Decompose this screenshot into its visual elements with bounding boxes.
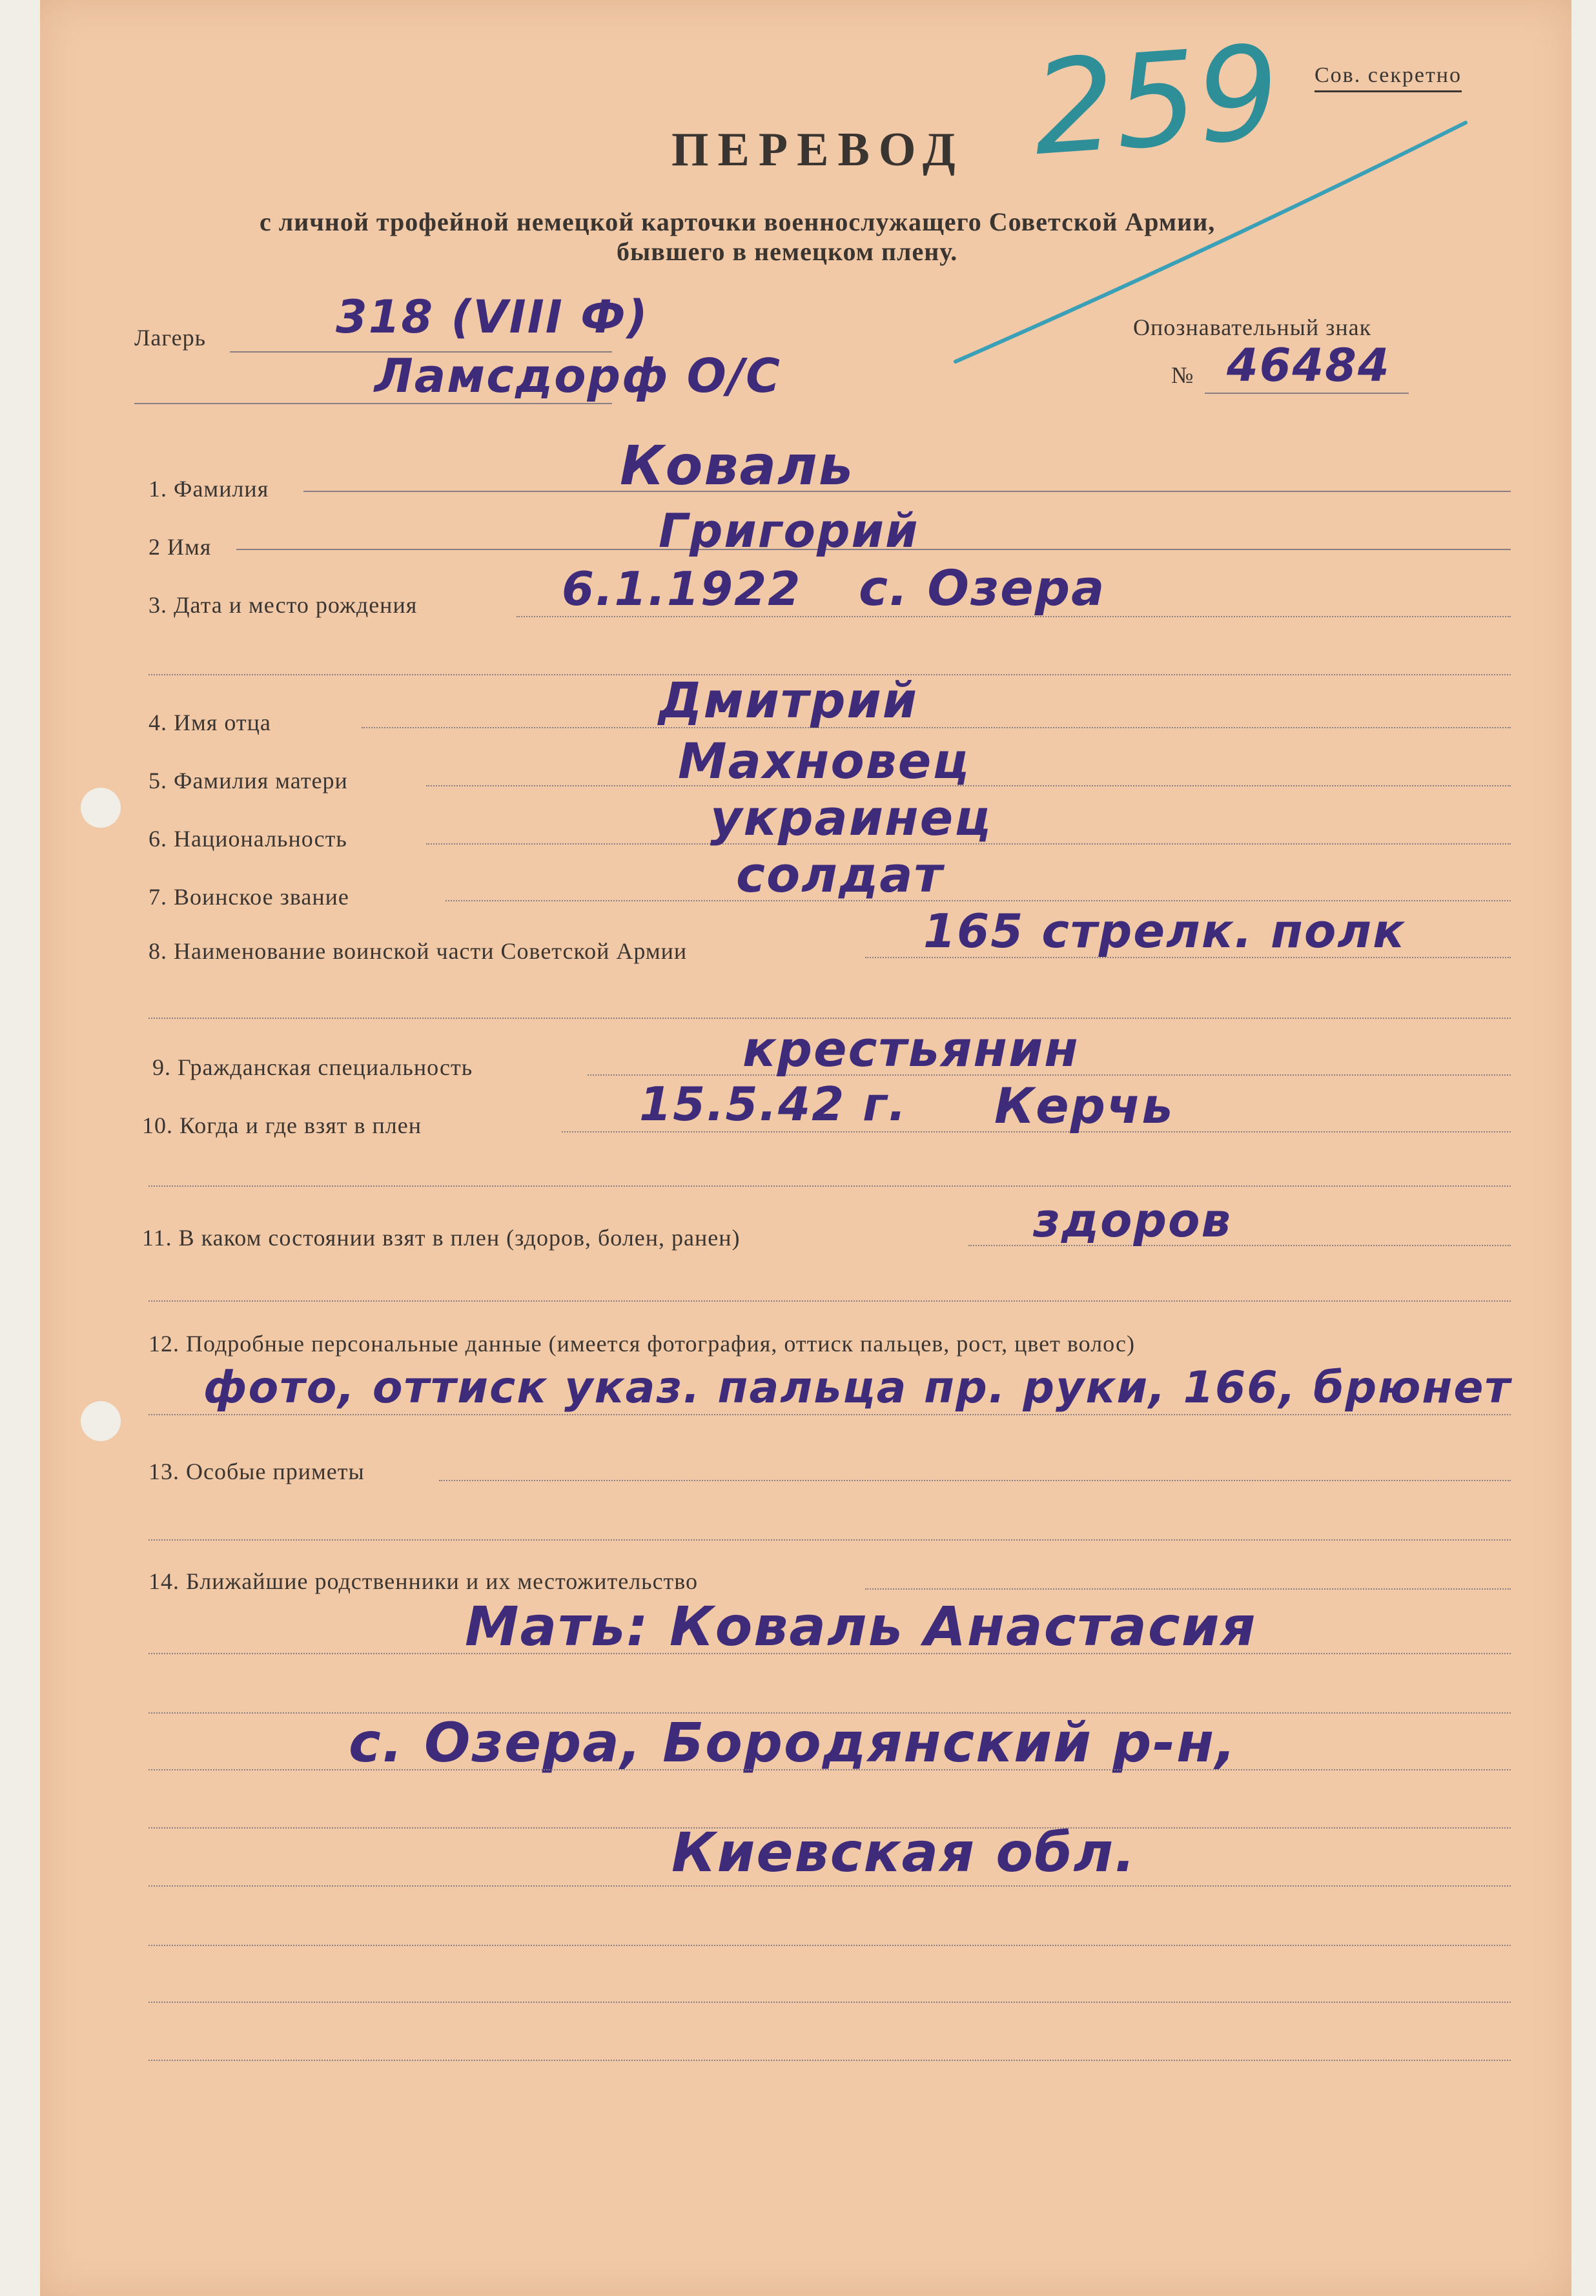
- camp-label: Лагерь: [134, 325, 207, 351]
- field-name-label: 2 Имя: [148, 534, 212, 560]
- field-surname-label: 1. Фамилия: [148, 476, 269, 502]
- field-father-value: Дмитрий: [659, 671, 919, 729]
- field-captured-label: 10. Когда и где взят в плен: [142, 1112, 422, 1138]
- relatives-line: Мать: Коваль Анастасия: [465, 1595, 1257, 1658]
- camp-location: Ламсдорф О/С: [374, 349, 781, 403]
- relatives-line: Киевская обл.: [671, 1821, 1137, 1884]
- field-captured-date: 15.5.42 г.: [639, 1077, 908, 1131]
- field-condition-label: 11. В каком состоянии взят в плен (здоров, болен, ранен): [142, 1225, 741, 1251]
- document-subtitle: с личной трофейной немецкой карточки военнослужащего Советской Армии,: [260, 207, 1216, 236]
- field-father-label: 4. Имя отца: [148, 710, 271, 735]
- field-mother-label: 5. Фамилия матери: [148, 768, 348, 794]
- field-condition-value: здоров: [1033, 1193, 1233, 1247]
- field-rank-value: солдат: [736, 846, 944, 903]
- field-birth-label: 3. Дата и место рождения: [148, 592, 418, 618]
- id-tag-no: №: [1171, 362, 1194, 388]
- field-relatives-label: 14. Ближайшие родственники и их местожительство: [148, 1568, 699, 1594]
- field-profession-value: крестьянин: [742, 1020, 1079, 1078]
- camp-value: 318 (VIII Ф): [336, 291, 649, 343]
- secret-stamp: Сов. секретно: [1315, 63, 1462, 92]
- file-number: 259: [1028, 17, 1285, 185]
- field-surname-value: Коваль: [620, 434, 854, 497]
- id-tag-label: Опознавательный знак: [1133, 314, 1372, 340]
- field-birth-place: с. Озера: [859, 559, 1106, 617]
- field-birth-date: 6.1.1922: [562, 562, 802, 616]
- field-special-marks-label: 13. Особые приметы: [148, 1459, 365, 1484]
- field-unit-label: 8. Наименование воинской части Советской Армии: [148, 938, 688, 964]
- punch-hole: [81, 788, 121, 828]
- document-subtitle: бывшего в немецком плену.: [617, 237, 958, 266]
- id-tag-value: 46484: [1227, 339, 1391, 392]
- relatives-line: с. Озера, Бородянский р-н,: [349, 1711, 1238, 1774]
- field-captured-place: Керчь: [994, 1077, 1174, 1134]
- field-personal-data-label: 12. Подробные персональные данные (имеется фотография, оттиск пальцев, рост, цвет волос): [148, 1331, 1135, 1357]
- punch-hole: [81, 1401, 121, 1441]
- field-personal-data-value: фото, оттиск указ. пальца пр. руки, 166, брюнет: [203, 1362, 1511, 1413]
- field-profession-label: 9. Гражданская специальность: [152, 1054, 473, 1080]
- field-unit-value: 165 стрелк. полк: [923, 904, 1406, 958]
- document-title: ПЕРЕВОД: [671, 123, 965, 176]
- field-rank-label: 7. Воинское звание: [148, 884, 349, 910]
- field-name-value: Григорий: [659, 504, 919, 558]
- field-nationality-value: украинец: [710, 789, 992, 846]
- field-mother-value: Махновец: [678, 732, 970, 790]
- field-nationality-label: 6. Национальность: [148, 826, 347, 852]
